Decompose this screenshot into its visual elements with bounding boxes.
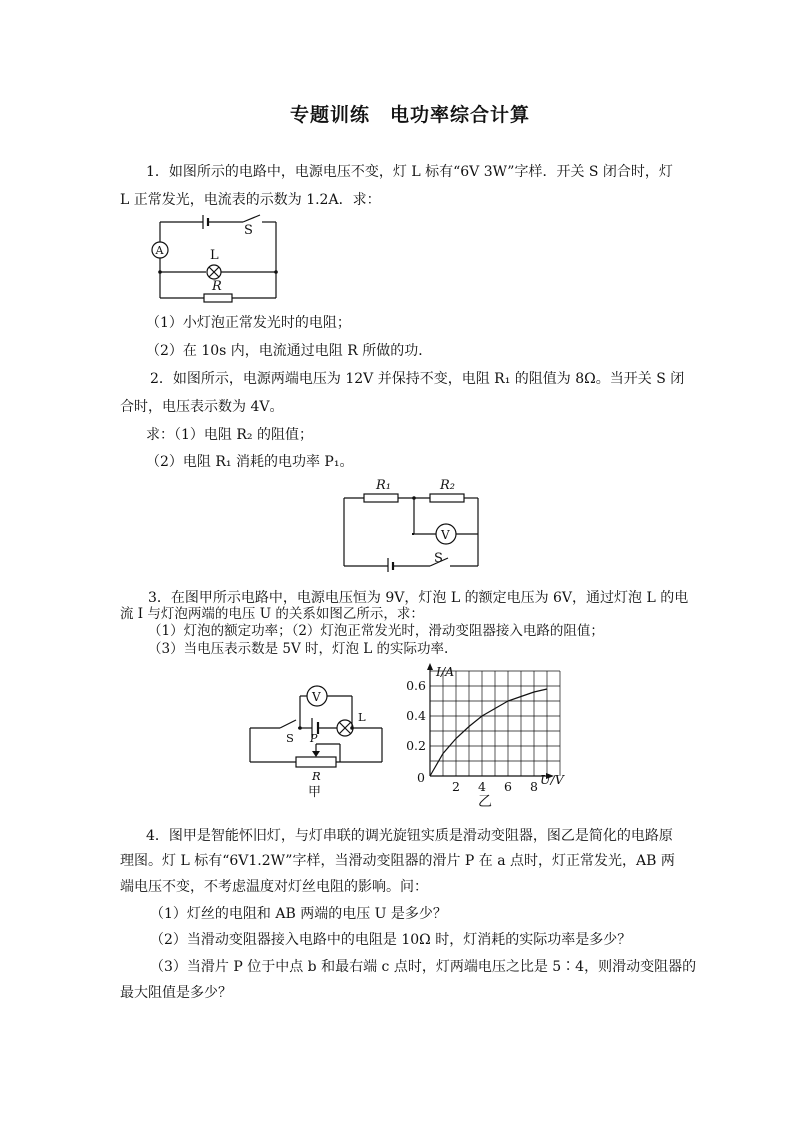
q4-text-line2: 理图。灯 L 标有“6V1.2W”字样，当滑动变阻器的滑片 P 在 a 点时，灯正常发光，AB 两 [120,853,675,869]
q1-circuit-diagram [148,212,288,304]
q1-sub1: （1）小灯泡正常发光时的电阻； [146,315,351,331]
q2-switch-label: S [434,551,443,566]
q4-text-line3: 端电压不变，不考虑温度对灯丝电阻的影响。问： [120,879,428,895]
q2-sub1: 求：（1）电阻 R₂ 的阻值； [146,427,313,443]
q4-sub2: （2）当滑动变阻器接入电路中的电阻是 10Ω 时，灯消耗的实际功率是多少？ [150,932,632,948]
q3-sub1: （1）灯泡的额定功率；（2）灯泡正常发光时，滑动变阻器接入电路的阻值； [148,623,604,639]
q3-text-line2: 流 I 与灯泡两端的电压 U 的关系如图乙所示，求： [120,606,424,622]
graph-xtick: 8 [530,779,538,794]
q3-switch-label: S [286,731,294,745]
iu-curve [430,689,547,776]
q3-voltmeter-label: V [312,690,321,704]
q4-sub1: （1）灯丝的电阻和 AB 两端的电压 U 是多少？ [150,906,447,922]
graph-ylabel: I/A [436,664,455,679]
q1-ammeter-label: A [155,244,164,257]
page-title: 专题训练 电功率综合计算 [290,104,531,126]
q3-rheostat-label: R [312,769,321,783]
q3-text-line1: 3．在图甲所示电路中，电源电压恒为 9V，灯泡 L 的额定电压为 6V，通过灯泡 L 的电 [148,590,689,606]
q3-slider-label: P [310,732,318,745]
q2-text-line2: 合时，电压表示数为 4V。 [120,399,284,415]
graph-ytick: 0.4 [406,708,426,723]
graph-origin: 0 [417,770,425,785]
graph-xlabel: U/V [540,772,564,787]
q4-sub4: 最大阻值是多少？ [120,985,232,1001]
graph-ytick: 0.6 [406,678,426,693]
graph-ytick: 0.2 [406,738,426,753]
q3-circuit-caption: 甲 [308,785,322,800]
q3-iu-graph [400,660,580,810]
q3-lamp-label: L [358,710,366,724]
q4-sub3: （3）当滑片 P 位于中点 b 和最右端 c 点时，灯两端电压之比是 5∶4，则滑动变阻器的 [150,959,697,975]
q3-sub2: （3）当电压表示数是 5V 时，灯泡 L 的实际功率. [148,641,449,657]
q2-r2-label: R₂ [440,478,455,493]
q2-voltmeter-label: V [441,528,450,542]
graph-grid [430,671,560,776]
graph-xtick: 4 [478,779,486,794]
q4-text-line1: 4．图甲是智能怀旧灯，与灯串联的调光旋钮实质是滑动变阻器，图乙是简化的电路原 [146,828,673,844]
q2-r1-label: R₁ [376,478,391,493]
q1-resistor-label: R [212,279,222,294]
q1-lamp-label: L [210,248,219,263]
graph-xtick: 2 [452,779,460,794]
q2-sub2: （2）电阻 R₁ 消耗的电功率 P₁。 [146,454,354,470]
graph-caption: 乙 [478,794,492,810]
q1-text-line1: 1．如图所示的电路中，电源电压不变，灯 L 标有“6V 3W”字样．开关 S 闭合时，灯 [146,164,673,180]
y-axis-arrow [427,663,433,670]
q1-text-line2: L 正常发光，电流表的示数为 1.2A．求： [120,192,381,208]
q2-text-line1: 2．如图所示，电源两端电压为 12V 并保持不变，电阻 R₁ 的阻值为 8Ω。当开关 S 闭 [150,371,685,387]
q1-sub2: （2）在 10s 内，电流通过电阻 R 所做的功． [146,343,433,359]
graph-xtick: 6 [504,779,512,794]
q1-switch-label: S [244,223,253,238]
q2-circuit-diagram [338,474,488,572]
q3-circuit-diagram [244,680,389,802]
